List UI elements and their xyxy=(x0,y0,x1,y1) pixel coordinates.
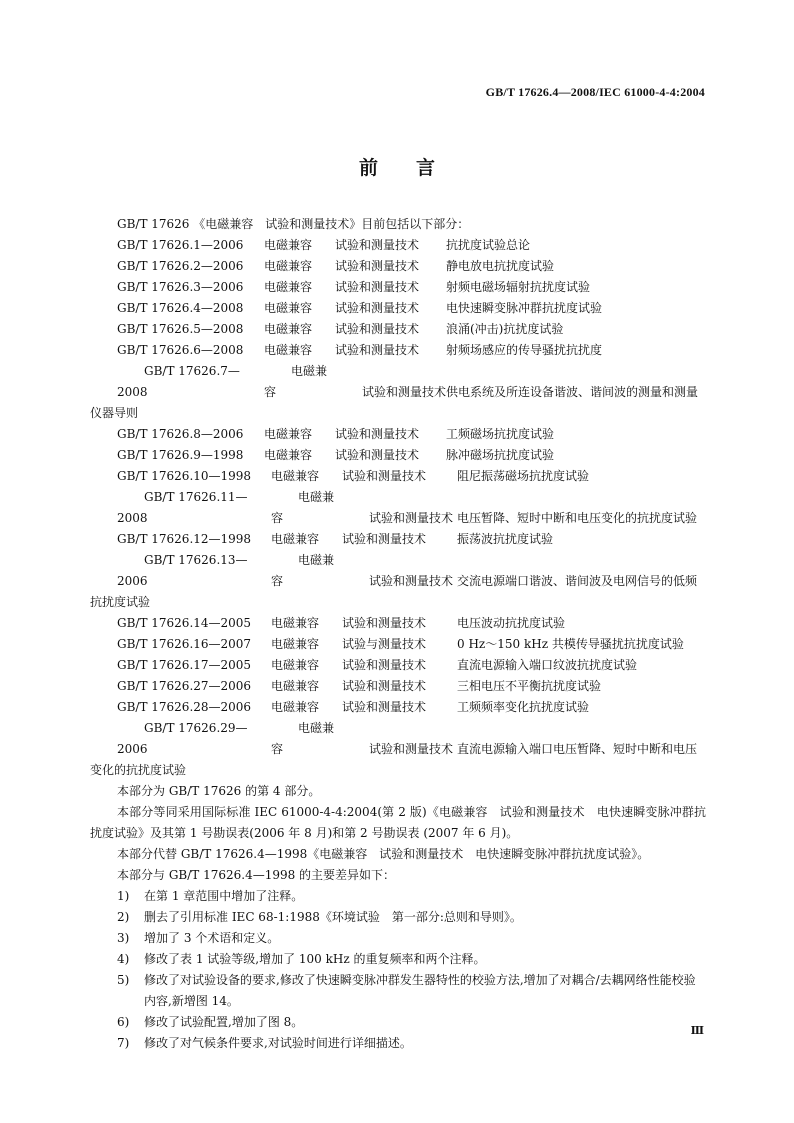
difference-text: 增加了 3 个术语和定义。 xyxy=(144,931,280,945)
standard-code: GB/T 17626.16—2007 xyxy=(117,637,252,651)
difference-number: 2) xyxy=(117,910,130,924)
standard-series: 试验和测量技术 xyxy=(335,448,420,462)
standard-part: 电磁兼容 xyxy=(264,427,313,441)
standard-title: 直流电源输入端口电压暂降、短时中断和电压变化的抗扰度试验 xyxy=(90,742,698,777)
standard-part: 电磁兼容 xyxy=(264,364,328,399)
standard-code: GB/T 17626.14—2005 xyxy=(117,616,252,630)
standard-title: 交流电源端口谐波、谐间波及电网信号的低频抗扰度试验 xyxy=(90,574,698,609)
difference-item xyxy=(90,1012,706,1033)
standard-part: 电磁兼容 xyxy=(271,658,320,672)
standard-entry xyxy=(90,256,706,277)
standard-series: 试验和测量技术 xyxy=(335,322,420,336)
standard-series: 试验和测量技术 xyxy=(342,700,427,714)
standard-code: GB/T 17626.29—2006 xyxy=(117,721,248,756)
standard-entry xyxy=(90,277,706,298)
body-paragraph: 本部分代替 GB/T 17626.4—1998《电磁兼容 试验和测量技术 电快速瞬变脉冲群抗扰度试验》。 xyxy=(117,847,650,861)
standard-part: 电磁兼容 xyxy=(271,721,335,756)
standard-part: 电磁兼容 xyxy=(264,301,313,315)
standard-entry xyxy=(90,445,706,466)
standard-part: 电磁兼容 xyxy=(271,616,320,630)
standard-part: 电磁兼容 xyxy=(271,490,335,525)
differences-list xyxy=(90,886,706,1054)
standard-series: 试验和测量技术 xyxy=(335,280,420,294)
standard-series: 试验和测量技术 xyxy=(342,616,427,630)
standard-entry xyxy=(90,718,706,781)
standard-series: 试验和测量技术 xyxy=(342,532,427,546)
standard-code: GB/T 17626.11—2008 xyxy=(117,490,248,525)
standard-entry xyxy=(90,487,706,529)
standard-code: GB/T 17626.3—2006 xyxy=(117,280,244,294)
standard-title: 工频磁场抗扰度试验 xyxy=(446,427,555,441)
standard-code: GB/T 17626.9—1998 xyxy=(117,448,244,462)
difference-text: 删去了引用标准 IEC 68-1:1988《环境试验 第一部分:总则和导则》。 xyxy=(144,910,522,924)
difference-number: 5) xyxy=(117,973,130,987)
standard-code: GB/T 17626.7—2008 xyxy=(117,364,240,399)
standard-title: 振荡波抗扰度试验 xyxy=(457,532,554,546)
standard-entry xyxy=(90,655,706,676)
standard-title: 脉冲磁场抗扰度试验 xyxy=(446,448,555,462)
standard-code: GB/T 17626.8—2006 xyxy=(117,427,244,441)
standard-code: GB/T 17626.2—2006 xyxy=(117,259,244,273)
standard-entry xyxy=(90,613,706,634)
standard-code: GB/T 17626.1—2006 xyxy=(117,238,244,252)
standard-title: 射频电磁场辐射抗扰度试验 xyxy=(446,280,591,294)
standard-code: GB/T 17626.17—2005 xyxy=(117,658,252,672)
standard-part: 电磁兼容 xyxy=(271,532,320,546)
standard-entry xyxy=(90,697,706,718)
standard-part: 电磁兼容 xyxy=(264,280,313,294)
standard-part: 电磁兼容 xyxy=(271,700,320,714)
difference-item xyxy=(90,970,706,1012)
difference-text: 修改了表 1 试验等级,增加了 100 kHz 的重复频率和两个注释。 xyxy=(144,952,486,966)
standard-title: 抗扰度试验总论 xyxy=(446,238,531,252)
standard-series: 试验和测量技术 xyxy=(369,574,454,588)
standard-title: 静电放电抗扰度试验 xyxy=(446,259,555,273)
difference-item xyxy=(90,928,706,949)
standard-series: 试验和测量技术 xyxy=(342,658,427,672)
standard-entry xyxy=(90,529,706,550)
standard-part: 电磁兼容 xyxy=(271,637,320,651)
standard-entry xyxy=(90,361,706,424)
document-code-header: GB/T 17626.4—2008/IEC 61000-4-4:2004 xyxy=(485,85,705,99)
standard-series: 试验和测量技术 xyxy=(335,259,420,273)
standard-part: 电磁兼容 xyxy=(264,322,313,336)
standard-code: GB/T 17626.5—2008 xyxy=(117,322,244,336)
difference-item xyxy=(90,907,706,928)
standard-title: 射频场感应的传导骚扰抗扰度 xyxy=(446,343,603,357)
standard-entry xyxy=(90,298,706,319)
standard-part: 电磁兼容 xyxy=(271,553,335,588)
standard-part: 电磁兼容 xyxy=(271,679,320,693)
standard-part: 电磁兼容 xyxy=(271,469,320,483)
difference-number: 1) xyxy=(117,889,130,903)
standard-title: 工频频率变化抗扰度试验 xyxy=(457,700,590,714)
standard-entry xyxy=(90,319,706,340)
standard-code: GB/T 17626.13—2006 xyxy=(117,553,248,588)
standard-code: GB/T 17626.4—2008 xyxy=(117,301,244,315)
standard-code: GB/T 17626.28—2006 xyxy=(117,700,252,714)
standard-code: GB/T 17626.27—2006 xyxy=(117,679,252,693)
standard-entry xyxy=(90,676,706,697)
standard-entry xyxy=(90,634,706,655)
difference-text: 修改了试验配置,增加了图 8。 xyxy=(144,1015,304,1029)
standard-part: 电磁兼容 xyxy=(264,448,313,462)
standard-title: 电压波动抗扰度试验 xyxy=(457,616,566,630)
standard-title: 电压暂降、短时中断和电压变化的抗扰度试验 xyxy=(457,511,698,525)
standard-title: 0 Hz～150 kHz 共模传导骚扰抗扰度试验 xyxy=(457,637,684,651)
difference-item xyxy=(90,886,706,907)
difference-number: 7) xyxy=(117,1036,130,1050)
standard-series: 试验与测量技术 xyxy=(342,637,427,651)
paragraphs xyxy=(90,781,706,886)
standard-entry xyxy=(90,340,706,361)
standard-series: 试验和测量技术 xyxy=(342,469,427,483)
standard-series: 试验和测量技术 xyxy=(335,343,420,357)
difference-item xyxy=(90,949,706,970)
standard-series: 试验和测量技术 xyxy=(335,238,420,252)
document-body xyxy=(90,214,706,1054)
standard-entry xyxy=(90,550,706,613)
standard-title: 浪涌(冲击)抗扰度试验 xyxy=(446,322,564,336)
standard-title: 电快速瞬变脉冲群抗扰度试验 xyxy=(446,301,603,315)
standard-entry xyxy=(90,424,706,445)
standard-part: 电磁兼容 xyxy=(264,238,313,252)
difference-text: 在第 1 章范围中增加了注释。 xyxy=(144,889,304,903)
standard-code: GB/T 17626.6—2008 xyxy=(117,343,244,357)
body-paragraph: 本部分等同采用国际标准 IEC 61000-4-4:2004(第 2 版)《电磁兼容 试验和测量技术 电快速瞬变脉冲群抗扰度试验》及其第 1 号勘误表(2006 年 8 月)和第 2 号勘误表 (2007 年 6 月)。 xyxy=(90,805,706,840)
standard-title: 供电系统及所连设备谐波、谐间波的测量和测量仪器导则 xyxy=(90,385,699,420)
standard-entry xyxy=(90,235,706,256)
standard-series: 试验和测量技术 xyxy=(335,301,420,315)
standard-part: 电磁兼容 xyxy=(264,343,313,357)
difference-item xyxy=(90,1033,706,1054)
standard-entry xyxy=(90,466,706,487)
standard-series: 试验和测量技术 xyxy=(342,679,427,693)
body-paragraph: 本部分为 GB/T 17626 的第 4 部分。 xyxy=(117,784,321,798)
intro-paragraph: GB/T 17626 《电磁兼容 试验和测量技术》目前包括以下部分： xyxy=(117,217,470,231)
standard-series: 试验和测量技术 xyxy=(369,742,454,756)
standard-series: 试验和测量技术 xyxy=(369,511,454,525)
difference-number: 6) xyxy=(117,1015,130,1029)
page-title: 前言 xyxy=(358,157,473,179)
standard-title: 三相电压不平衡抗扰度试验 xyxy=(457,679,602,693)
difference-number: 4) xyxy=(117,952,130,966)
standard-title: 直流电源输入端口纹波抗扰度试验 xyxy=(457,658,638,672)
standards-list xyxy=(90,235,706,781)
difference-text: 修改了对气候条件要求,对试验时间进行详细描述。 xyxy=(144,1036,412,1050)
standard-code: GB/T 17626.12—1998 xyxy=(117,532,252,546)
page-number: Ⅲ xyxy=(690,1025,704,1037)
difference-number: 3) xyxy=(117,931,130,945)
body-paragraph: 本部分与 GB/T 17626.4—1998 的主要差异如下： xyxy=(117,868,396,882)
standard-part: 电磁兼容 xyxy=(264,259,313,273)
standard-series: 试验和测量技术 xyxy=(335,427,420,441)
standard-title: 阻尼振荡磁场抗扰度试验 xyxy=(457,469,590,483)
standard-series: 试验和测量技术 xyxy=(362,385,447,399)
difference-text: 修改了对试验设备的要求,修改了快速瞬变脉冲群发生器特性的校验方法,增加了对耦合/去耦网络性能校验内容,新增图 14。 xyxy=(144,973,696,1008)
standard-code: GB/T 17626.10—1998 xyxy=(117,469,252,483)
